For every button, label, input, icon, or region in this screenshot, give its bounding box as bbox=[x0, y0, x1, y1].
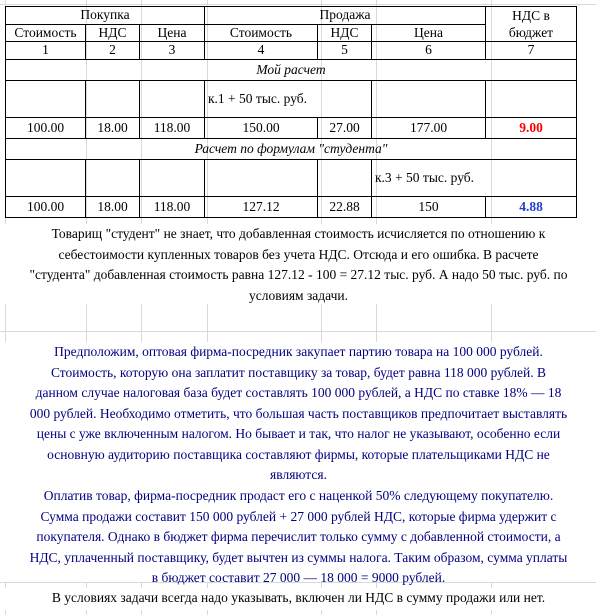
empty-cell[interactable] bbox=[86, 80, 140, 117]
sale-header[interactable]: Продажа bbox=[205, 7, 486, 25]
cost1-header[interactable]: Стоимость bbox=[6, 24, 86, 42]
purchase-header[interactable]: Покупка bbox=[6, 7, 205, 25]
comment-line: "студента" добавленная стоимость равна 127.12 - 100 = 27.12 тыс. руб. А надо 50 тыс. руб. по bbox=[29, 267, 568, 282]
my-calc-note[interactable]: к.1 + 50 тыс. руб. bbox=[205, 80, 372, 117]
my-calc-vat-budget[interactable]: 9.00 bbox=[486, 117, 577, 138]
empty-cell[interactable] bbox=[6, 159, 86, 196]
price1-header[interactable]: Цена bbox=[140, 24, 205, 42]
my-calc-vat1[interactable]: 18.00 bbox=[86, 117, 140, 138]
empty-cell[interactable] bbox=[372, 80, 486, 117]
example1-line: Стоимость, которую она заплатит поставщику за товар, будет равна 118 000 рублей. В bbox=[50, 364, 547, 380]
grid-line bbox=[0, 4, 596, 5]
price2-header[interactable]: Цена bbox=[372, 24, 486, 42]
col-number-3[interactable]: 3 bbox=[140, 42, 205, 60]
student-calc-price2[interactable]: 150 bbox=[372, 196, 486, 217]
vat-table bbox=[5, 6, 577, 218]
col-number-6[interactable]: 6 bbox=[372, 42, 486, 60]
vat2-header[interactable]: НДС bbox=[318, 24, 372, 42]
empty-cell[interactable] bbox=[86, 159, 140, 196]
student-calc-price1[interactable]: 118.00 bbox=[140, 196, 205, 217]
empty-cell[interactable] bbox=[140, 80, 205, 117]
empty-cell[interactable] bbox=[318, 159, 372, 196]
student-calc-cost1[interactable]: 100.00 bbox=[6, 196, 86, 217]
example1-line: 000 рублей. Необходимо отметить, что большая часть поставщиков предпочитает выставлять bbox=[29, 405, 568, 421]
my-calc-vat2[interactable]: 27.00 bbox=[318, 117, 372, 138]
vat-budget-line2: бюджет bbox=[508, 25, 554, 40]
example1-line: Предположим, оптовая фирма-посредник закупает партию товара на 100 000 рублей. bbox=[54, 344, 543, 359]
empty-cell[interactable] bbox=[6, 80, 86, 117]
example2-line: в бюджет составит 27 000 — 18 000 = 9000 рублей. bbox=[151, 570, 446, 585]
example1-line: данном случае налоговая база будет составлять 100 000 рублей, а НДС по ставке 18% — 18 bbox=[35, 385, 562, 400]
my-calc-cost1[interactable]: 100.00 bbox=[6, 117, 86, 138]
col-number-7[interactable]: 7 bbox=[486, 42, 577, 60]
example1-line: основную аудиторию поставщика составляют фирмы, которые плательщиками НДС не bbox=[47, 446, 550, 462]
my-calc-cost2[interactable]: 150.00 bbox=[205, 117, 318, 138]
empty-cell[interactable] bbox=[140, 159, 205, 196]
example-sale-paragraph[interactable] bbox=[5, 486, 592, 585]
empty-cell[interactable] bbox=[205, 159, 318, 196]
col-number-1[interactable]: 1 bbox=[6, 42, 86, 60]
comment-line: Товарищ "студент" не знает, что добавленная стоимость исчисляется по отношению к bbox=[51, 226, 546, 241]
example2-line: НДС, уплаченный поставщику, будет вычтен из суммы налога. Таким образом, сумма уплаты bbox=[29, 549, 568, 565]
student-calc-vat2[interactable]: 22.88 bbox=[318, 196, 372, 217]
student-error-comment[interactable] bbox=[5, 224, 592, 304]
comment-line: условиям задачи. bbox=[249, 287, 348, 303]
student-calc-vat1[interactable]: 18.00 bbox=[86, 196, 140, 217]
col-number-5[interactable]: 5 bbox=[318, 42, 372, 60]
comment-line: себестоимости купленных товаров без учета НДС. Отсюда и его ошибка. В расчете bbox=[58, 246, 539, 262]
my-calc-price2[interactable]: 177.00 bbox=[372, 117, 486, 138]
my-calc-price1[interactable]: 118.00 bbox=[140, 117, 205, 138]
example1-line: являются. bbox=[270, 467, 327, 482]
cost2-header[interactable]: Стоимость bbox=[205, 24, 318, 42]
student-calc-cost2[interactable]: 127.12 bbox=[205, 196, 318, 217]
example1-line: цены с уже включенным налогом. Но бывает и так, что налог не указывают, особенно если bbox=[36, 426, 561, 441]
example2-line: Оплатив товар, фирма-посредник продаст его с наценкой 50% следующему покупателю. bbox=[43, 488, 554, 503]
grid-line bbox=[0, 331, 596, 332]
student-calc-vat-budget[interactable]: 4.88 bbox=[486, 196, 577, 217]
example-purchase-paragraph[interactable] bbox=[5, 342, 592, 486]
col-number-4[interactable]: 4 bbox=[205, 42, 318, 60]
example2-line: Сумма продажи составит 150 000 рублей + 27 000 рублей НДС, которые фирма удержит с bbox=[40, 508, 557, 524]
example2-line: покупателя. Однако в бюджет фирма перечислит только сумму с добавленной стоимости, а bbox=[36, 529, 561, 544]
my-calc-title[interactable]: Мой расчет bbox=[6, 59, 577, 80]
student-calc-note[interactable]: к.3 + 50 тыс. руб. bbox=[372, 159, 577, 196]
vat-budget-line1: НДС в bbox=[512, 8, 550, 23]
col-number-2[interactable]: 2 bbox=[86, 42, 140, 60]
footer-note[interactable]: В условиях задачи всегда надо указывать, включен ли НДС в сумму продажи или нет. bbox=[5, 588, 592, 610]
student-calc-title[interactable]: Расчет по формулам "студента" bbox=[6, 138, 577, 159]
empty-cell[interactable] bbox=[486, 80, 577, 117]
vat1-header[interactable]: НДС bbox=[86, 24, 140, 42]
vat-budget-header[interactable] bbox=[486, 7, 577, 42]
